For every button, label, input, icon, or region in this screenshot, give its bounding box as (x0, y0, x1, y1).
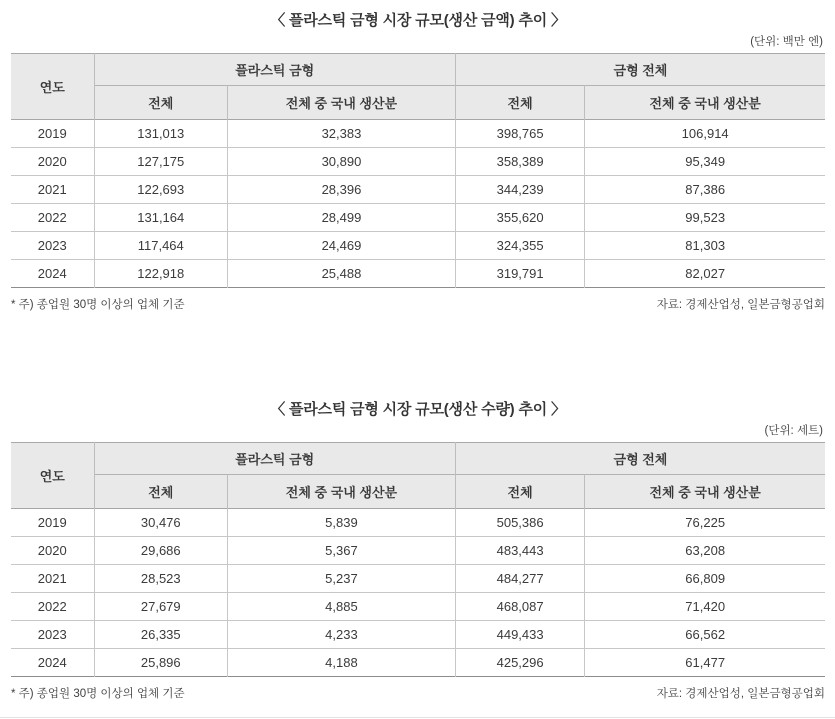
footnote: * 주) 종업원 30명 이상의 업체 기준 (11, 688, 185, 700)
mold-total-cell: 344,239 (455, 176, 584, 204)
mold-domestic-cell: 63,208 (585, 537, 825, 565)
plastic-domestic-header: 전체 중 국내 생산분 (228, 475, 456, 509)
table-row (11, 537, 825, 565)
plastic-domestic-cell: 4,885 (228, 593, 456, 621)
mold-total-header: 전체 (455, 86, 584, 120)
header-group-row (11, 54, 825, 86)
plastic-domestic-cell: 28,499 (228, 204, 456, 232)
table-row (11, 509, 825, 537)
plastic-total-cell: 26,335 (94, 621, 227, 649)
plastic-total-cell: 29,686 (94, 537, 227, 565)
mold-total-cell: 468,087 (455, 593, 584, 621)
year-cell: 2023 (11, 621, 94, 649)
plastic-total-cell: 127,175 (94, 148, 227, 176)
plastic-domestic-cell: 4,233 (228, 621, 456, 649)
year-cell: 2021 (11, 176, 94, 204)
plastic-domestic-cell: 4,188 (228, 649, 456, 677)
year-cell: 2019 (11, 509, 94, 537)
unit-label: (단위: 백만 엔) (750, 36, 823, 48)
mold-domestic-cell: 87,386 (585, 176, 825, 204)
plastic-total-cell: 30,476 (94, 509, 227, 537)
mold-domestic-cell: 71,420 (585, 593, 825, 621)
table-header (11, 443, 825, 509)
plastic-total-cell: 27,679 (94, 593, 227, 621)
year-cell: 2021 (11, 565, 94, 593)
table-body (11, 509, 825, 677)
year-cell: 2019 (11, 120, 94, 148)
year-cell: 2024 (11, 260, 94, 288)
table-body (11, 120, 825, 288)
plastic-domestic-cell: 5,367 (228, 537, 456, 565)
mold-total-cell: 505,386 (455, 509, 584, 537)
production-amount-table (11, 53, 825, 288)
table-row (11, 232, 825, 260)
plastic-domestic-cell: 5,237 (228, 565, 456, 593)
mold-domestic-cell: 76,225 (585, 509, 825, 537)
mold-domestic-cell: 82,027 (585, 260, 825, 288)
plastic-total-cell: 25,896 (94, 649, 227, 677)
header-group-row (11, 443, 825, 475)
year-cell: 2020 (11, 537, 94, 565)
table-header (11, 54, 825, 120)
mold-total-cell: 484,277 (455, 565, 584, 593)
mold-domestic-cell: 66,809 (585, 565, 825, 593)
table-row (11, 176, 825, 204)
mold-total-cell: 425,296 (455, 649, 584, 677)
table-row (11, 260, 825, 288)
plastic-domestic-cell: 5,839 (228, 509, 456, 537)
mold-domestic-cell: 95,349 (585, 148, 825, 176)
source-note: 자료: 경제산업성, 일본금형공업회 (656, 688, 825, 700)
plastic-total-cell: 131,164 (94, 204, 227, 232)
plastic-domestic-cell: 30,890 (228, 148, 456, 176)
mold-domestic-header: 전체 중 국내 생산분 (585, 86, 825, 120)
plastic-domestic-cell: 32,383 (228, 120, 456, 148)
table-row (11, 204, 825, 232)
year-header: 연도 (11, 443, 94, 509)
mold-total-cell: 483,443 (455, 537, 584, 565)
table-row (11, 565, 825, 593)
header-sub-row (11, 86, 825, 120)
production-amount-section (0, 0, 835, 312)
plastic-total-cell: 28,523 (94, 565, 227, 593)
plastic-mold-group-header: 플라스틱 금형 (94, 443, 455, 475)
plastic-total-header: 전체 (94, 475, 227, 509)
mold-domestic-cell: 66,562 (585, 621, 825, 649)
plastic-domestic-cell: 25,488 (228, 260, 456, 288)
all-mold-group-header: 금형 전체 (455, 443, 825, 475)
table-row (11, 148, 825, 176)
table-row (11, 649, 825, 677)
production-quantity-section (0, 398, 835, 701)
mold-total-cell: 398,765 (455, 120, 584, 148)
plastic-domestic-cell: 24,469 (228, 232, 456, 260)
plastic-domestic-header: 전체 중 국내 생산분 (228, 86, 456, 120)
table-row (11, 593, 825, 621)
source-note: 자료: 경제산업성, 일본금형공업회 (656, 299, 825, 311)
mold-total-cell: 319,791 (455, 260, 584, 288)
year-header: 연도 (11, 54, 94, 120)
plastic-total-cell: 131,013 (94, 120, 227, 148)
mold-total-cell: 449,433 (455, 621, 584, 649)
mold-domestic-header: 전체 중 국내 생산분 (585, 475, 825, 509)
plastic-total-cell: 122,693 (94, 176, 227, 204)
mold-total-cell: 324,355 (455, 232, 584, 260)
page-bottom-divider (0, 717, 835, 718)
mold-total-cell: 355,620 (455, 204, 584, 232)
year-cell: 2020 (11, 148, 94, 176)
table-title: 〈 플라스틱 금형 시장 규모(생산 수량) 추이 〉 (270, 401, 566, 418)
table-footer (11, 685, 825, 701)
plastic-total-header: 전체 (94, 86, 227, 120)
table-row (11, 621, 825, 649)
plastic-total-cell: 117,464 (94, 232, 227, 260)
mold-total-header: 전체 (455, 475, 584, 509)
production-quantity-table (11, 442, 825, 677)
table-title: 〈 플라스틱 금형 시장 규모(생산 금액) 추이 〉 (270, 12, 566, 29)
year-cell: 2022 (11, 204, 94, 232)
mold-domestic-cell: 99,523 (585, 204, 825, 232)
mold-domestic-cell: 61,477 (585, 649, 825, 677)
mold-domestic-cell: 106,914 (585, 120, 825, 148)
year-cell: 2024 (11, 649, 94, 677)
plastic-domestic-cell: 28,396 (228, 176, 456, 204)
plastic-mold-group-header: 플라스틱 금형 (94, 54, 455, 86)
plastic-total-cell: 122,918 (94, 260, 227, 288)
mold-domestic-cell: 81,303 (585, 232, 825, 260)
all-mold-group-header: 금형 전체 (455, 54, 825, 86)
header-sub-row (11, 475, 825, 509)
footnote: * 주) 종업원 30명 이상의 업체 기준 (11, 299, 185, 311)
mold-total-cell: 358,389 (455, 148, 584, 176)
year-cell: 2022 (11, 593, 94, 621)
table-footer (11, 296, 825, 312)
table-row (11, 120, 825, 148)
unit-label: (단위: 세트) (764, 425, 823, 437)
year-cell: 2023 (11, 232, 94, 260)
